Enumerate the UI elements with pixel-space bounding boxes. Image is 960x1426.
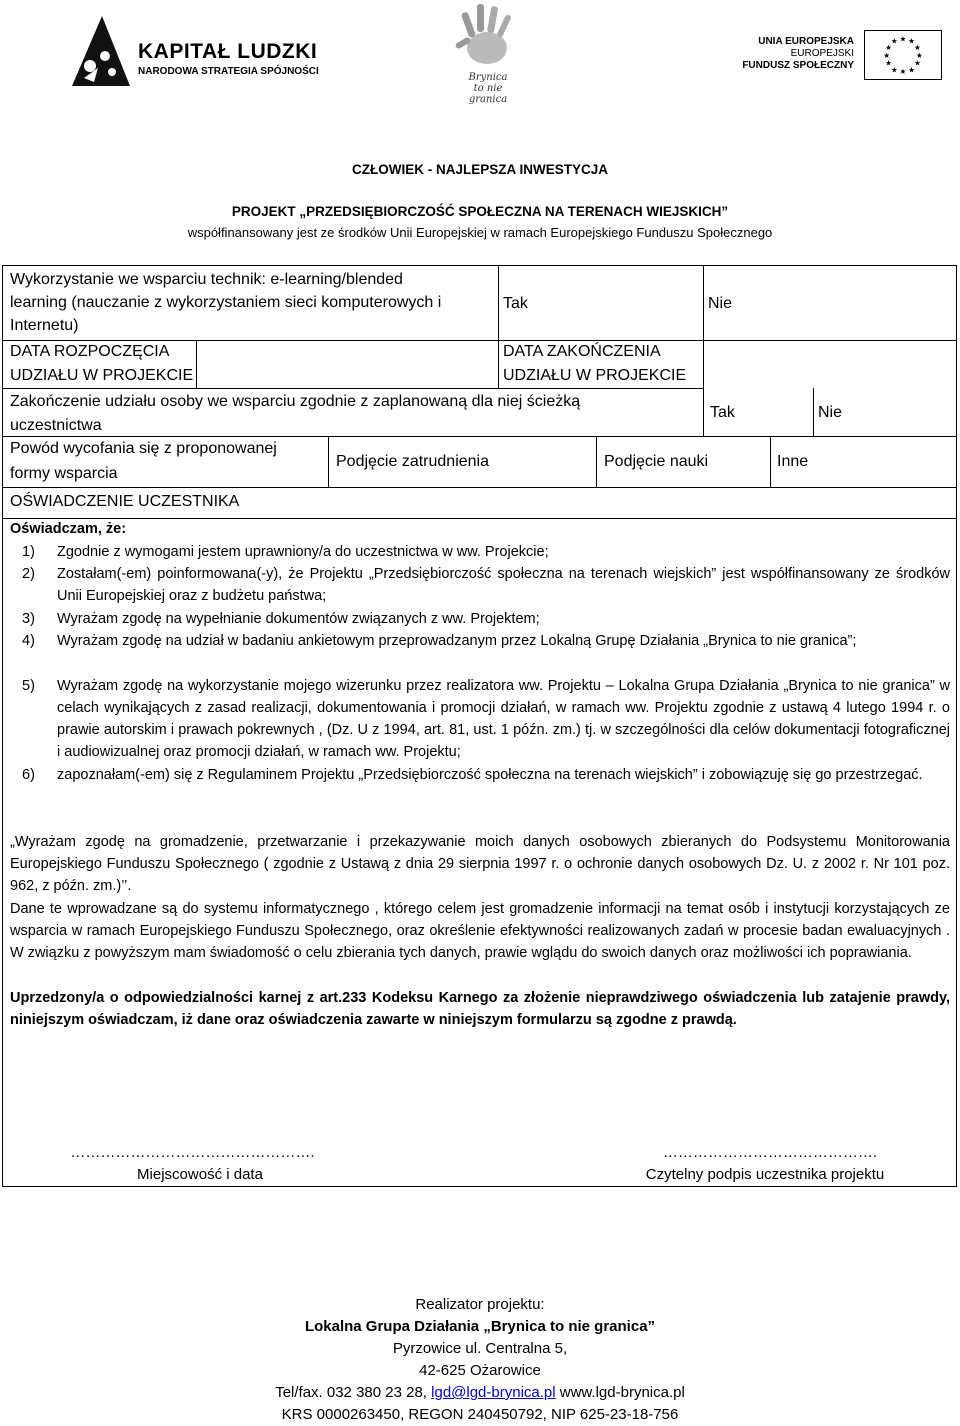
list-text: Zgodnie z wymogami jestem uprawniony/a do uczestnictwa w ww. Projekcie;	[57, 544, 549, 560]
brynica-logo	[435, 0, 535, 105]
elearning-label-line1: Wykorzystanie we wsparciu technik: e-learning/blended	[10, 271, 403, 288]
withdraw-option-education[interactable]: Podjęcie nauki	[604, 453, 709, 470]
place-date-label: Miejscowość i data	[137, 1166, 263, 1183]
eu-logo	[742, 30, 942, 82]
list-text: zapoznałam(-em) się z Regulaminem Projektu „Przedsiębiorczość społeczna na terenach wiejskich” i zobowiązuję się go przestrzegać.	[57, 767, 923, 783]
declaration-intro: Oświadczam, że:	[10, 521, 127, 537]
website[interactable]: www.lgd-brynica.pl	[559, 1384, 685, 1401]
svg-text:★: ★	[890, 65, 898, 75]
withdraw-option-employment[interactable]: Podjęcie zatrudnienia	[336, 453, 489, 470]
data-info-paragraph: Dane te wprowadzane są do systemu informatycznego , którego celem jest gromadzenie informacji na temat osób i instytucji korzystających ze wsparcia w ramach Europejskiego Funduszu Społecznego, oraz określenie efektywności realizowanych zadań w procesie badan ewaluacyjnych . W związku z powyższym mam świadomość o celu zbierania tych danych, prawie wglądu do swoich danych oraz możliwości ich poprawiania.	[10, 901, 950, 961]
end-date-label-line1: DATA ZAKOŃCZENIA	[503, 343, 661, 360]
list-text: Wyrażam zgodę na wypełnianie dokumentów związanych z ww. Projektem;	[57, 611, 540, 627]
place-date-dots: ………………………………………….	[70, 1144, 315, 1161]
end-date-field[interactable]	[704, 341, 954, 387]
list-text: Wyrażam zgodę na udział w badaniu ankietowym przeprowadzanym przez Lokalną Grupę Działania „Brynica to nie granica”;	[57, 633, 857, 649]
elearning-no-option[interactable]: Nie	[708, 295, 733, 312]
eu-flag-icon	[864, 30, 942, 80]
criminal-liability-warning: Uprzedzony/a o odpowiedzialności karnej z art.233 Kodeksu Karnego za złożenie nieprawdziwego oświadczenia lub zatajenie prawdy, niniejszym oświadczam, iż dane oraz oświadczenia zawarte w niniejszym formularzu są zgodne z prawdą.	[10, 990, 950, 1028]
withdraw-option-other[interactable]: Inne	[777, 453, 809, 470]
svg-text:★: ★	[915, 50, 923, 60]
withdraw-label-line1: Powód wycofania się z proponowanej	[10, 440, 277, 457]
project-title: PROJEKT „PRZEDSIĘBIORCZOŚĆ SPOŁECZNA NA TERENACH WIEJSKICH”	[231, 204, 729, 219]
address-line2: 42-625 Ożarowice	[419, 1362, 541, 1379]
completion-label-line1: Zakończenie udziału osoby we wsparciu zgodnie z zaplanowaną dla niej ścieżką	[10, 393, 581, 410]
list-text: Zostałam(-em) poinformowana(-y), że Projektu „Przedsiębiorczość społeczna na terenach wiejskich” jest współfinansowany ze środków Unii Europejskiej oraz z budżetu państwa;	[57, 566, 950, 604]
svg-text:★: ★	[913, 43, 921, 53]
svg-text:★: ★	[913, 58, 921, 68]
list-number: 6)	[22, 767, 35, 783]
list-number: 4)	[22, 633, 35, 649]
svg-text:★: ★	[883, 50, 891, 60]
elearning-label-line3: Internetu)	[10, 317, 79, 334]
list-text: Wyrażam zgodę na wykorzystanie mojego wizerunku przez realizatora ww. Projektu – Lokalna Grupa Działania „Brynica to nie granica” w celach wynikających z zasad realizacji, dokumentowania i promocji działań, w ramach ww. Projektu zgodnie z ustawą 4 lutego 1994 r. o prawie autorskim i prawach pokrewnych , (Dz. U z 1994, art. 81, ust. 1 późn. zm.) tj. w szczególności dla celów dokumentacji fotograficznej i audiowizualnej oraz promocji działań, w ramach ww. Projektu;	[57, 678, 950, 760]
data-consent-paragraph: „Wyrażam zgodę na gromadzenie, przetwarzanie i przekazywanie moich danych osobowych zbieranych do Podsystemu Monitorowania Europejskiego Funduszu Społecznego ( zgodnie z Ustawą z dnia 29 sierpnia 1997 r. o ochronie danych osobowych Dz. U. z 2002 r. Nr 101 poz. 962, z późn. zm.)’’.	[10, 834, 950, 894]
list-number: 3)	[22, 611, 35, 627]
start-date-label-line1: DATA ROZPOCZĘCIA	[10, 343, 170, 360]
registry-ids: KRS 0000263450, REGON 240450792, NIP 625-23-18-756	[281, 1406, 679, 1423]
end-date-label-line2: UDZIAŁU W PROJEKCIE	[503, 367, 687, 384]
kapital-ludzki-title: KAPITAŁ LUDZKI	[138, 40, 318, 63]
start-date-field[interactable]	[197, 341, 495, 387]
completion-no-option[interactable]: Nie	[818, 404, 843, 421]
completion-label-line2: uczestnictwa	[10, 417, 102, 434]
realizator-label: Realizator projektu:	[415, 1296, 545, 1313]
svg-text:★: ★	[899, 67, 907, 77]
email-link[interactable]: lgd@lgd-brynica.pl	[431, 1384, 556, 1401]
list-number: 2)	[22, 566, 35, 582]
phone-fax: Tel/fax. 032 380 23 28,	[275, 1384, 427, 1401]
eu-logo-text: UNIA EUROPEJSKA EUROPEJSKI FUNDUSZ SPOŁECZNY	[742, 36, 854, 71]
signature-dots: …………………………………….	[662, 1144, 878, 1161]
realizator-org: Lokalna Grupa Działania „Brynica to nie granica”	[304, 1318, 656, 1335]
signature-label: Czytelny podpis uczestnika projektu	[645, 1166, 885, 1183]
svg-text:★: ★	[908, 65, 916, 75]
address-line1: Pyrzowice ul. Centralna 5,	[392, 1340, 568, 1357]
svg-text:★: ★	[899, 34, 907, 44]
kapital-ludzki-emblem-icon	[72, 16, 130, 86]
cofinance-note: współfinansowany jest ze środków Unii Europejskiej w ramach Europejskiego Funduszu Społecznego	[187, 225, 773, 240]
list-number: 1)	[22, 544, 35, 560]
start-date-label-line2: UDZIAŁU W PROJEKCIE	[10, 367, 194, 384]
brynica-logo-text: Brynica to nie granica	[468, 72, 508, 105]
completion-yes-option[interactable]: Tak	[710, 404, 735, 421]
svg-text:★: ★	[885, 58, 893, 68]
elearning-label-line2: learning (nauczanie z wykorzystaniem sieci komputerowych i	[10, 294, 442, 311]
contact-line	[0, 1382, 960, 1404]
withdraw-label-line2: formy wsparcia	[10, 465, 118, 482]
svg-text:★: ★	[908, 36, 916, 46]
place-date-field[interactable]	[70, 1140, 315, 1164]
kapital-ludzki-subtitle: NARODOWA STRATEGIA SPÓJNOŚCI	[138, 66, 319, 77]
svg-text:★: ★	[885, 43, 893, 53]
svg-text:★: ★	[890, 36, 898, 46]
slogan: CZŁOWIEK - NAJLEPSZA INWESTYCJA	[351, 162, 608, 177]
kapital-ludzki-logo	[72, 10, 319, 90]
statement-header: OŚWIADCZENIE UCZESTNIKA	[10, 493, 240, 510]
list-number: 5)	[22, 678, 35, 694]
elearning-yes-option[interactable]: Tak	[503, 295, 528, 312]
signature-field[interactable]	[636, 1140, 904, 1164]
